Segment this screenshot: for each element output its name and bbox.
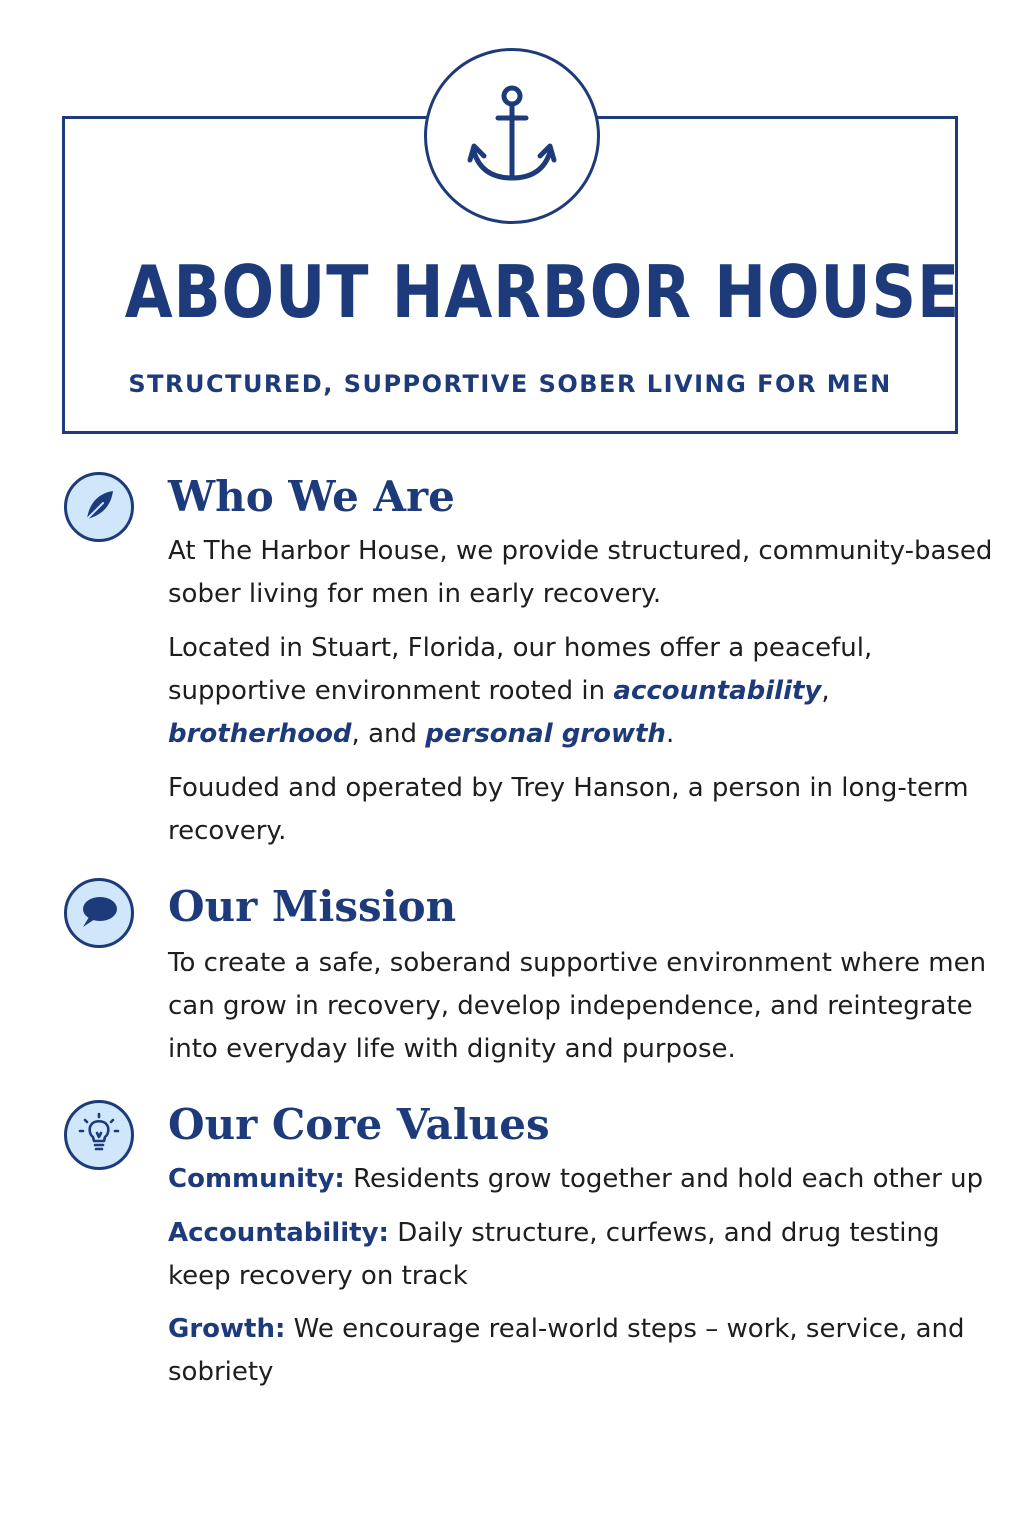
who-we-are-paragraph-3: Fouuded and operated by Trey Hanson, a person in long-term recovery. <box>168 773 969 846</box>
text: Located in Stuart, Florida, our homes offer a peaceful, supportive environment rooted in <box>168 633 873 706</box>
our-mission-heading: Our Mission <box>168 882 457 931</box>
anchor-badge <box>424 48 600 224</box>
speech-bubble-icon <box>77 891 121 935</box>
value-item <box>168 1308 998 1394</box>
value-item <box>168 1212 998 1298</box>
text: . <box>665 719 675 749</box>
emphasis-accountability: accountability <box>613 676 822 706</box>
value-text: Residents grow together and hold each other up <box>344 1164 984 1194</box>
page-title: ABOUT HARBOR HOUSE <box>124 250 961 334</box>
who-we-are-paragraph-1: At The Harbor House, we provide structured, community-based sober living for men in early recovery. <box>168 536 993 609</box>
value-term: Growth: <box>168 1314 286 1344</box>
who-we-are-paragraph-2 <box>168 627 998 756</box>
page-subtitle: STRUCTURED, SUPPORTIVE SOBER LIVING FOR MEN <box>128 370 892 398</box>
who-we-are-heading: Who We Are <box>168 472 455 521</box>
leaf-icon-circle <box>64 472 134 542</box>
lightbulb-icon-circle <box>64 1100 134 1170</box>
value-text: Daily structure, curfews, and drug testing keep recovery on track <box>168 1218 940 1291</box>
emphasis-brotherhood: brotherhood <box>168 719 352 749</box>
mission-paragraph: To create a safe, soberand supportive environment where men can grow in recovery, develop independence, and reintegrate into everyday life with dignity and purpose. <box>168 948 987 1064</box>
lightbulb-icon <box>77 1111 121 1159</box>
leaf-icon <box>79 485 119 529</box>
anchor-icon <box>452 74 572 198</box>
value-term: Community: <box>168 1164 345 1194</box>
speech-icon-circle <box>64 878 134 948</box>
emphasis-personal-growth: personal growth <box>425 719 666 749</box>
value-text: We encourage real-world steps – work, service, and sobriety <box>168 1314 965 1387</box>
text: , <box>821 676 830 706</box>
value-term: Accountability: <box>168 1218 389 1248</box>
text: , and <box>351 719 426 749</box>
value-item <box>168 1158 998 1201</box>
core-values-heading: Our Core Values <box>168 1100 550 1149</box>
